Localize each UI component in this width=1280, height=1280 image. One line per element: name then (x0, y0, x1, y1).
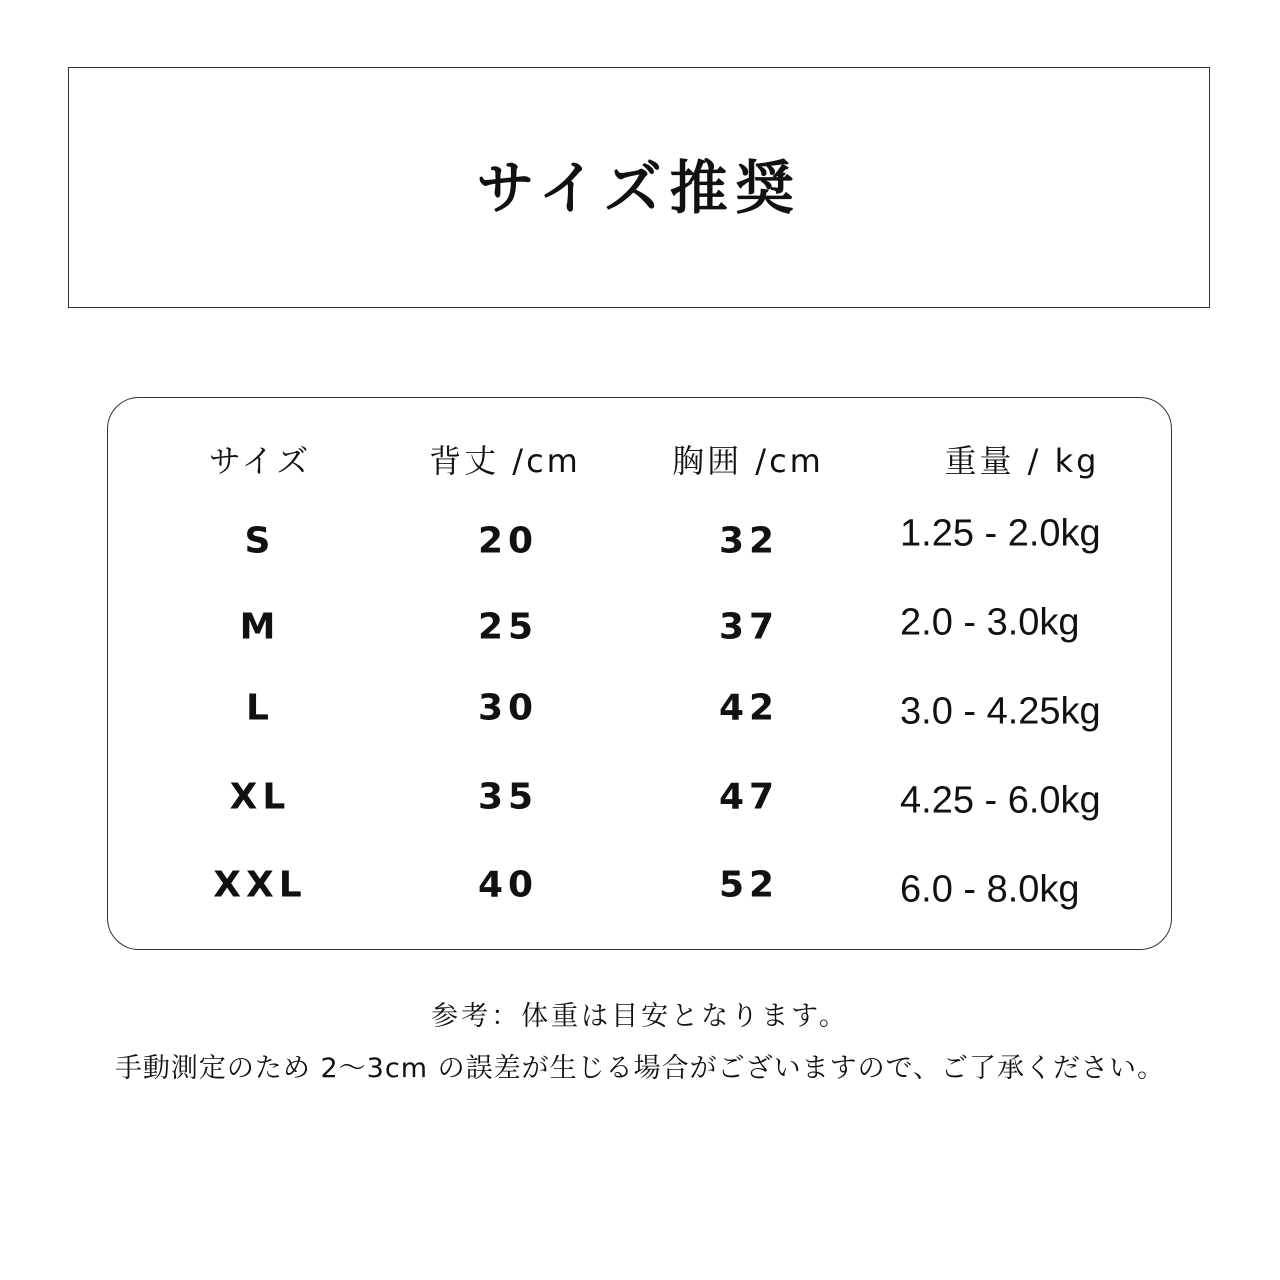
header-back-length: 背丈 /cm (429, 442, 581, 480)
row-xl-chest: 47 (718, 776, 780, 818)
row-s-weight: 1.25 - 2.0kg (900, 512, 1101, 555)
header-weight: 重量 / kg (944, 442, 1100, 480)
row-m-weight: 2.0 - 3.0kg (900, 601, 1080, 644)
row-s-back-length: 20 (477, 520, 539, 562)
note-weight-reference: 参考：体重は目安となります。 (431, 1001, 849, 1032)
row-l-chest: 42 (718, 687, 780, 729)
size-table (107, 397, 1172, 950)
row-xl-size: XL (229, 776, 291, 818)
row-xl-weight: 4.25 - 6.0kg (900, 779, 1101, 822)
row-xl-back-length: 35 (477, 776, 539, 818)
row-s-size: S (244, 520, 276, 562)
row-xxl-chest: 52 (718, 864, 780, 906)
header-chest: 胸囲 /cm (672, 442, 824, 480)
header-size: サイズ (208, 442, 312, 480)
row-m-size: M (239, 606, 281, 648)
row-m-chest: 37 (718, 606, 780, 648)
row-xxl-size: XXL (213, 864, 307, 906)
title-box (68, 67, 1210, 308)
row-s-chest: 32 (718, 520, 780, 562)
row-m-back-length: 25 (477, 606, 539, 648)
note-measurement-error: 手動測定のため 2～3cm の誤差が生じる場合がございますので、ご了承ください。 (114, 1053, 1166, 1084)
row-l-size: L (246, 687, 274, 729)
row-xxl-back-length: 40 (477, 864, 539, 906)
page-title: サイズ推奨 (476, 153, 802, 222)
row-l-weight: 3.0 - 4.25kg (900, 690, 1101, 733)
row-l-back-length: 30 (477, 687, 539, 729)
row-xxl-weight: 6.0 - 8.0kg (900, 868, 1080, 911)
